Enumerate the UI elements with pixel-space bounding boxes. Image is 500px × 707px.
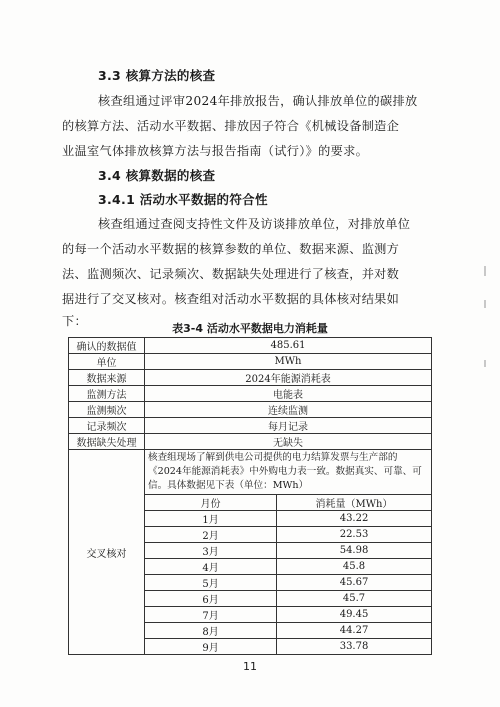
- month-cell: 3月: [145, 543, 277, 559]
- month-cell: 1月: [145, 511, 277, 527]
- row-value: 电能表: [145, 386, 432, 402]
- row-label: 监测方法: [69, 386, 145, 402]
- month-column-header: 月份: [145, 495, 277, 511]
- inner-header-row: [145, 495, 431, 511]
- cross-check-description: 核查组现场了解到供电公司提供的电力结算发票与生产部的《2024年能源消耗表》中外购电力表一致。数据真实、可靠、可信。具体数据见下表（单位：MWh）: [148, 452, 422, 491]
- consumption-cell: 43.22: [277, 511, 431, 527]
- consumption-cell: 33.78: [277, 639, 431, 655]
- cross-check-cell: [145, 450, 432, 655]
- month-row: [145, 607, 431, 623]
- month-cell: 8月: [145, 623, 277, 639]
- consumption-cell: 49.45: [277, 607, 431, 623]
- row-label: 数据来源: [69, 370, 145, 386]
- cross-check-label: 交叉核对: [69, 450, 145, 655]
- row-label: 单位: [69, 354, 145, 370]
- row-value: 2024年能源消耗表: [145, 370, 432, 386]
- month-row: [145, 511, 431, 527]
- month-cell: 4月: [145, 559, 277, 575]
- month-row: [145, 575, 431, 591]
- scan-mark: [484, 300, 486, 308]
- table-caption: 表3-4 活动水平数据电力消耗量: [172, 322, 328, 335]
- row-value: 连续监测: [145, 402, 432, 418]
- consumption-cell: 54.98: [277, 543, 431, 559]
- consumption-cell: 45.67: [277, 575, 431, 591]
- scan-mark: [484, 360, 486, 367]
- month-cell: 5月: [145, 575, 277, 591]
- paragraph-line: 的每一个活动水平数据的核算参数的单位、数据来源、监测方: [62, 242, 400, 256]
- section-3-4-heading: 3.4 核算数据的核查: [98, 168, 216, 183]
- row-label: 记录频次: [69, 418, 145, 434]
- consumption-cell: 45.7: [277, 591, 431, 607]
- activity-data-table: [68, 337, 432, 655]
- consumption-column-header: 消耗量（MWh）: [277, 495, 431, 511]
- table-row-cross-check: [69, 450, 432, 655]
- month-cell: 9月: [145, 639, 277, 655]
- paragraph-line: 核查组通过查阅支持性文件及访谈排放单位，对排放单位: [98, 217, 411, 231]
- month-row: [145, 623, 431, 639]
- paragraph-line: 核查组通过评审2024年排放报告，确认排放单位的碳排放: [98, 94, 418, 108]
- month-row: [145, 591, 431, 607]
- row-value: MWh: [145, 354, 432, 370]
- month-cell: 7月: [145, 607, 277, 623]
- row-label: 监测频次: [69, 402, 145, 418]
- table-row: [69, 434, 432, 450]
- paragraph-line: 业温室气体排放核算方法与报告指南（试行）》的要求。: [62, 144, 369, 158]
- monthly-consumption-table: [145, 494, 431, 654]
- table-row: [69, 370, 432, 386]
- row-label: 数据缺失处理: [69, 434, 145, 450]
- paragraph-line: 下：: [62, 314, 87, 328]
- table-row: [69, 386, 432, 402]
- consumption-cell: 45.8: [277, 559, 431, 575]
- section-3-3-heading: 3.3 核算方法的核查: [98, 68, 216, 83]
- paragraph-line: 据进行了交叉核对。核查组对活动水平数据的具体核对结果如: [62, 292, 400, 306]
- row-value: 无缺失: [145, 434, 432, 450]
- paragraph-line: 的核算方法、活动水平数据、排放因子符合《机械设备制造企: [62, 119, 400, 133]
- scan-mark: [484, 266, 486, 276]
- row-value: 每月记录: [145, 418, 432, 434]
- consumption-cell: 22.53: [277, 527, 431, 543]
- month-row: [145, 543, 431, 559]
- table-row: [69, 354, 432, 370]
- consumption-cell: 44.27: [277, 623, 431, 639]
- month-row: [145, 639, 431, 655]
- table-row: [69, 338, 432, 354]
- page-number: 11: [243, 660, 257, 673]
- table-row: [69, 402, 432, 418]
- table-row: [69, 418, 432, 434]
- row-value: 485.61: [145, 338, 432, 354]
- month-row: [145, 559, 431, 575]
- month-cell: 2月: [145, 527, 277, 543]
- month-row: [145, 527, 431, 543]
- paragraph-line: 法、监测频次、记录频次、数据缺失处理进行了核查，并对数: [62, 267, 400, 281]
- row-label: 确认的数据值: [69, 338, 145, 354]
- section-3-4-1-heading: 3.4.1 活动水平数据的符合性: [98, 192, 268, 207]
- month-cell: 6月: [145, 591, 277, 607]
